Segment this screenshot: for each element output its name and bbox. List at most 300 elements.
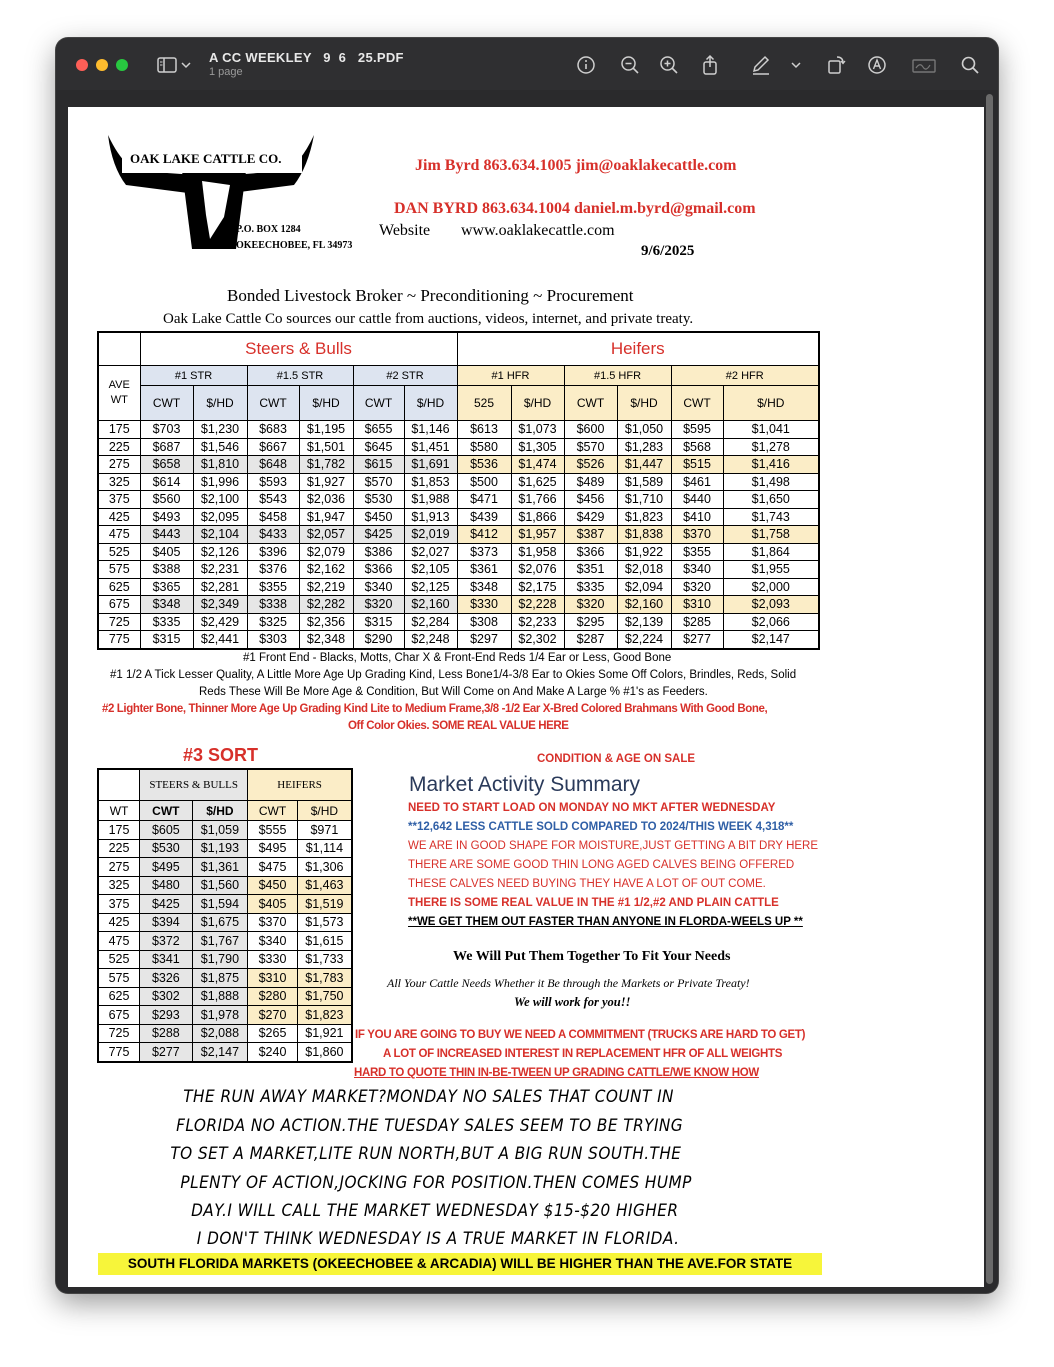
title-bar bbox=[56, 38, 998, 90]
price-cell: $614 bbox=[140, 473, 193, 491]
price-cell: $2,224 bbox=[617, 631, 671, 649]
price-cell: $2,104 bbox=[193, 526, 247, 544]
market-line-2: **12,642 LESS CATTLE SOLD COMPARED TO 2024/THIS WEEK 4,318** bbox=[408, 821, 794, 833]
price-cell: $320 bbox=[671, 578, 723, 596]
price-cell: $495 bbox=[248, 839, 298, 858]
price-cell: $1,823 bbox=[297, 1006, 352, 1025]
weight-cell: 475 bbox=[98, 526, 140, 544]
document-title: A CC WEEKLEY 9 6 25.PDF bbox=[209, 50, 404, 65]
weight-cell: 725 bbox=[98, 613, 140, 631]
price-cell: $394 bbox=[140, 913, 193, 932]
price-cell: $1,691 bbox=[404, 456, 457, 474]
price-cell: $450 bbox=[248, 876, 298, 895]
price-cell: $2,057 bbox=[299, 526, 353, 544]
price-cell: $310 bbox=[671, 596, 723, 614]
zoom-out-icon[interactable] bbox=[619, 54, 641, 76]
company-logo bbox=[104, 127, 319, 257]
weight-cell: 525 bbox=[98, 950, 140, 969]
subheader-row bbox=[98, 386, 819, 421]
price-cell: $1,947 bbox=[299, 508, 353, 526]
sort3-title: #3 SORT bbox=[183, 745, 259, 765]
price-cell: $655 bbox=[353, 421, 404, 439]
column-header: CWT bbox=[671, 386, 723, 421]
price-cell: $1,546 bbox=[193, 438, 247, 456]
price-cell: $1,743 bbox=[723, 508, 819, 526]
price-cell: $340 bbox=[353, 578, 404, 596]
price-cell: $2,160 bbox=[617, 596, 671, 614]
price-cell: $1,921 bbox=[297, 1024, 352, 1043]
price-cell: $500 bbox=[457, 473, 511, 491]
price-cell: $593 bbox=[247, 473, 299, 491]
price-cell: $1,501 bbox=[299, 438, 353, 456]
price-cell: $1,927 bbox=[299, 473, 353, 491]
price-cell: $443 bbox=[140, 526, 193, 544]
price-cell: $2,219 bbox=[299, 578, 353, 596]
price-cell: $338 bbox=[247, 596, 299, 614]
price-cell: $373 bbox=[457, 543, 511, 561]
price-cell: $341 bbox=[140, 950, 193, 969]
market-line-3: WE ARE IN GOOD SHAPE FOR MOISTURE,JUST GETTING A BIT DRY HERE bbox=[408, 840, 819, 852]
sort3-heifers-header: HEIFERS bbox=[248, 769, 352, 801]
price-cell: $2,160 bbox=[404, 596, 457, 614]
column-header: $/HD bbox=[192, 801, 248, 821]
price-cell: $240 bbox=[248, 1043, 298, 1062]
needs-statement: All Your Cattle Needs Whether it Be through the Markets or Private Treaty! bbox=[387, 976, 750, 990]
price-cell: $613 bbox=[457, 421, 511, 439]
commentary-line-4: PLENTY OF ACTION,JOCKING FOR POSITION.THEN COMES HUMP bbox=[180, 1173, 692, 1193]
price-cell: $280 bbox=[248, 987, 298, 1006]
price-cell: $425 bbox=[353, 526, 404, 544]
weight-cell: 625 bbox=[98, 987, 140, 1006]
price-cell: $1,447 bbox=[617, 456, 671, 474]
grade-note-3: Reds These Will Be More Age & Condition, But Will Come on And Make A Large % #1's as Feeders. bbox=[199, 686, 708, 698]
weight-cell: 575 bbox=[98, 969, 140, 988]
close-button[interactable] bbox=[76, 59, 88, 71]
price-cell: $348 bbox=[457, 578, 511, 596]
main-price-table bbox=[97, 331, 820, 650]
table-row bbox=[98, 631, 819, 649]
table-row bbox=[98, 858, 352, 877]
price-cell: $471 bbox=[457, 491, 511, 509]
price-cell: $475 bbox=[248, 858, 298, 877]
price-cell: $1,498 bbox=[723, 473, 819, 491]
price-cell: $1,838 bbox=[617, 526, 671, 544]
price-cell: $1,866 bbox=[511, 508, 564, 526]
price-cell: $439 bbox=[457, 508, 511, 526]
price-cell: $387 bbox=[564, 526, 617, 544]
table-row bbox=[98, 438, 819, 456]
column-header: $/HD bbox=[723, 386, 819, 421]
price-cell: $325 bbox=[247, 613, 299, 631]
price-cell: $456 bbox=[564, 491, 617, 509]
markup-pen-icon[interactable] bbox=[750, 54, 772, 76]
grade-note-1: #1 Front End - Blacks, Motts, Char X & Front-End Reds 1/4 Ear or Less, Good Bone bbox=[243, 652, 672, 664]
price-cell: $330 bbox=[248, 950, 298, 969]
table-row bbox=[98, 876, 352, 895]
price-cell: $530 bbox=[140, 839, 193, 858]
po-box: P.O. BOX 1284 bbox=[236, 224, 301, 235]
weight-cell: 275 bbox=[98, 456, 140, 474]
contact-dan: DAN BYRD 863.634.1004 daniel.m.byrd@gmail.com bbox=[394, 200, 756, 217]
sort3-table-body bbox=[98, 821, 352, 1062]
price-cell: $515 bbox=[671, 456, 723, 474]
table-row bbox=[98, 895, 352, 914]
price-cell: $340 bbox=[248, 932, 298, 951]
price-cell: $315 bbox=[140, 631, 193, 649]
market-summary-title: Market Activity Summary bbox=[409, 773, 641, 796]
group-header: #1.5 STR bbox=[247, 366, 353, 386]
price-cell: $1,283 bbox=[617, 438, 671, 456]
column-header: 525 bbox=[457, 386, 511, 421]
price-cell: $2,076 bbox=[511, 561, 564, 579]
price-cell: $372 bbox=[140, 932, 193, 951]
price-cell: $315 bbox=[353, 613, 404, 631]
price-cell: $1,958 bbox=[511, 543, 564, 561]
price-cell: $288 bbox=[140, 1024, 193, 1043]
price-cell: $1,625 bbox=[511, 473, 564, 491]
price-cell: $2,093 bbox=[723, 596, 819, 614]
heifers-header: Heifers bbox=[457, 332, 819, 366]
price-cell: $2,105 bbox=[404, 561, 457, 579]
price-cell: $355 bbox=[671, 543, 723, 561]
company-name: OAK LAKE CATTLE CO. bbox=[130, 151, 282, 166]
weight-cell: 675 bbox=[98, 596, 140, 614]
table-row bbox=[98, 1006, 352, 1025]
table-row bbox=[98, 543, 819, 561]
price-cell: $366 bbox=[353, 561, 404, 579]
column-header: CWT bbox=[248, 801, 298, 821]
table-row bbox=[98, 491, 819, 509]
commentary-line-1: THE RUN AWAY MARKET?MONDAY NO SALES THAT COUNT IN bbox=[183, 1087, 674, 1107]
price-cell: $971 bbox=[297, 821, 352, 840]
weight-cell: 775 bbox=[98, 1043, 140, 1062]
price-cell: $645 bbox=[353, 438, 404, 456]
price-cell: $2,079 bbox=[299, 543, 353, 561]
price-cell: $1,913 bbox=[404, 508, 457, 526]
weight-cell: 625 bbox=[98, 578, 140, 596]
price-cell: $405 bbox=[248, 895, 298, 914]
price-cell: $2,162 bbox=[299, 561, 353, 579]
ave-label: AVE bbox=[108, 379, 130, 391]
table-row bbox=[98, 561, 819, 579]
weight-cell: 175 bbox=[98, 421, 140, 439]
price-cell: $310 bbox=[248, 969, 298, 988]
main-table-body bbox=[98, 421, 819, 649]
weight-cell: 525 bbox=[98, 543, 140, 561]
price-cell: $433 bbox=[247, 526, 299, 544]
group-header: #1 HFR bbox=[457, 366, 564, 386]
price-cell: $1,305 bbox=[511, 438, 564, 456]
chevron-down-icon[interactable] bbox=[180, 54, 192, 76]
column-header: CWT bbox=[140, 801, 193, 821]
price-cell: $667 bbox=[247, 438, 299, 456]
market-line-6: THERE IS SOME REAL VALUE IN THE #1 1/2,#2 AND PLAIN CATTLE bbox=[408, 897, 779, 909]
corner-cell bbox=[98, 332, 140, 366]
weight-cell: 325 bbox=[98, 473, 140, 491]
price-cell: $1,306 bbox=[297, 858, 352, 877]
price-cell: $2,094 bbox=[617, 578, 671, 596]
weight-cell: 225 bbox=[98, 839, 140, 858]
price-cell: $396 bbox=[247, 543, 299, 561]
price-cell: $543 bbox=[247, 491, 299, 509]
table-row bbox=[98, 1024, 352, 1043]
table-row bbox=[98, 987, 352, 1006]
document-viewer[interactable] bbox=[56, 90, 998, 1293]
contact-jim: Jim Byrd 863.634.1005 jim@oaklakecattle.com bbox=[415, 157, 737, 174]
price-cell: $1,073 bbox=[511, 421, 564, 439]
column-header: $/HD bbox=[193, 386, 247, 421]
price-cell: $580 bbox=[457, 438, 511, 456]
price-cell: $1,790 bbox=[192, 950, 248, 969]
price-cell: $1,783 bbox=[297, 969, 352, 988]
column-header: $/HD bbox=[299, 386, 353, 421]
price-cell: $361 bbox=[457, 561, 511, 579]
sidebar-icon[interactable] bbox=[156, 54, 178, 76]
share-icon[interactable] bbox=[699, 54, 721, 76]
price-cell: $1,278 bbox=[723, 438, 819, 456]
price-cell: $285 bbox=[671, 613, 723, 631]
weight-cell: 575 bbox=[98, 561, 140, 579]
price-cell: $1,955 bbox=[723, 561, 819, 579]
price-cell: $335 bbox=[564, 578, 617, 596]
website-label: Website bbox=[379, 222, 431, 239]
minimize-button[interactable] bbox=[96, 59, 108, 71]
price-cell: $351 bbox=[564, 561, 617, 579]
table-row bbox=[98, 913, 352, 932]
price-cell: $303 bbox=[247, 631, 299, 649]
table-row bbox=[98, 950, 352, 969]
grade-note-5: Off Color Okies. SOME REAL VALUE HERE bbox=[348, 720, 569, 732]
weight-cell: 425 bbox=[98, 508, 140, 526]
document-subtitle: 1 page bbox=[209, 66, 243, 78]
price-cell: $1,922 bbox=[617, 543, 671, 561]
price-cell: $2,248 bbox=[404, 631, 457, 649]
commitment-note: IF YOU ARE GOING TO BUY WE NEED A COMMITMENT (TRUCKS ARE HARD TO GET) bbox=[355, 1029, 806, 1041]
price-cell: $2,019 bbox=[404, 526, 457, 544]
group-header: #1.5 HFR bbox=[564, 366, 671, 386]
price-cell: $615 bbox=[353, 456, 404, 474]
price-cell: $1,114 bbox=[297, 839, 352, 858]
price-cell: $290 bbox=[353, 631, 404, 649]
grade-note-2: #1 1/2 A Tick Lesser Quality, A Little More Age Up Grading Kind, Less Bone1/4-3/8 Ear to Okies Some Off Colors, Brindles, Reds, Solid bbox=[110, 669, 797, 681]
price-cell: $388 bbox=[140, 561, 193, 579]
market-line-7: **WE GET THEM OUT FASTER THAN ANYONE IN FLORDA-WEELS UP ** bbox=[408, 916, 803, 928]
price-cell: $1,560 bbox=[192, 876, 248, 895]
price-cell: $295 bbox=[564, 613, 617, 631]
weight-cell: 375 bbox=[98, 895, 140, 914]
price-cell: $287 bbox=[564, 631, 617, 649]
market-line-1: NEED TO START LOAD ON MONDAY NO MKT AFTER WEDNESDAY bbox=[408, 802, 776, 814]
column-header: $/HD bbox=[404, 386, 457, 421]
price-cell: $1,810 bbox=[193, 456, 247, 474]
weight-cell: 475 bbox=[98, 932, 140, 951]
price-cell: $1,860 bbox=[297, 1043, 352, 1062]
website-url[interactable]: www.oaklakecattle.com bbox=[461, 222, 615, 239]
quote-note: HARD TO QUOTE THIN IN-BE-TWEEN UP GRADING CATTLE/WE KNOW HOW bbox=[354, 1067, 759, 1079]
price-cell: $2,281 bbox=[193, 578, 247, 596]
price-cell: $412 bbox=[457, 526, 511, 544]
zoom-button[interactable] bbox=[116, 59, 128, 71]
commentary-line-2: FLORIDA NO ACTION.THE TUESDAY SALES SEEM TO BE TRYING bbox=[176, 1116, 684, 1136]
table-row bbox=[98, 932, 352, 951]
price-cell: $570 bbox=[353, 473, 404, 491]
tagline: Bonded Livestock Broker ~ Preconditioning ~ Procurement bbox=[227, 286, 634, 305]
price-cell: $536 bbox=[457, 456, 511, 474]
table-row bbox=[98, 821, 352, 840]
steers-header: Steers & Bulls bbox=[140, 332, 457, 366]
price-cell: $1,615 bbox=[297, 932, 352, 951]
zoom-in-icon[interactable] bbox=[658, 54, 680, 76]
report-date: 9/6/2025 bbox=[641, 243, 695, 259]
weight-cell: 725 bbox=[98, 1024, 140, 1043]
table-row bbox=[98, 508, 819, 526]
price-cell: $410 bbox=[671, 508, 723, 526]
price-cell: $1,888 bbox=[192, 987, 248, 1006]
price-cell: $1,650 bbox=[723, 491, 819, 509]
price-cell: $302 bbox=[140, 987, 193, 1006]
price-cell: $530 bbox=[353, 491, 404, 509]
column-header: $/HD bbox=[617, 386, 671, 421]
commentary-line-5: DAY.I WILL CALL THE MARKET WEDNESDAY $15-$20 HIGHER bbox=[191, 1201, 679, 1221]
annotate-icon[interactable] bbox=[866, 54, 888, 76]
table-row bbox=[98, 613, 819, 631]
grade-note-4: #2 Lighter Bone, Thinner More Age Up Grading Kind Lite to Medium Frame,3/8 -1/2 Ear X-Bred Colored Brahmans With Good Bone, bbox=[102, 703, 768, 715]
price-cell: $1,957 bbox=[511, 526, 564, 544]
column-header: CWT bbox=[247, 386, 299, 421]
price-cell: $1,710 bbox=[617, 491, 671, 509]
market-line-4: THERE ARE SOME GOOD THIN LONG AGED CALVES BEING OFFERED bbox=[408, 859, 795, 871]
price-cell: $370 bbox=[671, 526, 723, 544]
price-cell: $489 bbox=[564, 473, 617, 491]
price-cell: $2,233 bbox=[511, 613, 564, 631]
price-cell: $330 bbox=[457, 596, 511, 614]
chevron-down-icon[interactable] bbox=[790, 54, 802, 76]
price-cell: $366 bbox=[564, 543, 617, 561]
column-header: CWT bbox=[353, 386, 404, 421]
price-cell: $425 bbox=[140, 895, 193, 914]
price-cell: $2,231 bbox=[193, 561, 247, 579]
price-cell: $495 bbox=[140, 858, 193, 877]
price-cell: $1,463 bbox=[297, 876, 352, 895]
price-cell: $1,875 bbox=[192, 969, 248, 988]
price-cell: $297 bbox=[457, 631, 511, 649]
price-cell: $1,733 bbox=[297, 950, 352, 969]
price-cell: $376 bbox=[247, 561, 299, 579]
sort3-steers-header: STEERS & BULLS bbox=[140, 769, 248, 801]
price-cell: $1,594 bbox=[192, 895, 248, 914]
price-cell: $2,100 bbox=[193, 491, 247, 509]
price-cell: $1,573 bbox=[297, 913, 352, 932]
price-cell: $1,864 bbox=[723, 543, 819, 561]
price-cell: $703 bbox=[140, 421, 193, 439]
price-cell: $348 bbox=[140, 596, 193, 614]
price-cell: $480 bbox=[140, 876, 193, 895]
weight-cell: 775 bbox=[98, 631, 140, 649]
table-row bbox=[98, 526, 819, 544]
city-address: OKEECHOBEE, FL 34973 bbox=[236, 240, 353, 251]
price-cell: $1,195 bbox=[299, 421, 353, 439]
weight-cell: 375 bbox=[98, 491, 140, 509]
price-cell: $320 bbox=[564, 596, 617, 614]
price-cell: $461 bbox=[671, 473, 723, 491]
table-row bbox=[98, 473, 819, 491]
wt-label: WT bbox=[110, 394, 128, 406]
price-cell: $1,750 bbox=[297, 987, 352, 1006]
price-cell: $277 bbox=[140, 1043, 193, 1062]
price-cell: $1,823 bbox=[617, 508, 671, 526]
price-cell: $2,228 bbox=[511, 596, 564, 614]
price-cell: $560 bbox=[140, 491, 193, 509]
info-icon[interactable] bbox=[575, 54, 597, 76]
price-cell: $1,059 bbox=[192, 821, 248, 840]
price-cell: $2,095 bbox=[193, 508, 247, 526]
weight-cell: 675 bbox=[98, 1006, 140, 1025]
price-cell: $1,766 bbox=[511, 491, 564, 509]
weight-cell: 325 bbox=[98, 876, 140, 895]
table-row bbox=[98, 596, 819, 614]
price-cell: $308 bbox=[457, 613, 511, 631]
price-cell: $1,853 bbox=[404, 473, 457, 491]
weight-cell: 275 bbox=[98, 858, 140, 877]
price-cell: $270 bbox=[248, 1006, 298, 1025]
price-cell: $1,193 bbox=[192, 839, 248, 858]
price-cell: $277 bbox=[671, 631, 723, 649]
table-row bbox=[98, 578, 819, 596]
sources-statement: Oak Lake Cattle Co sources our cattle from auctions, videos, internet, and private treaty. bbox=[163, 311, 694, 327]
price-cell: $2,175 bbox=[511, 578, 564, 596]
column-header: $/HD bbox=[511, 386, 564, 421]
rotate-icon[interactable] bbox=[825, 54, 847, 76]
price-cell: $340 bbox=[671, 561, 723, 579]
price-cell: $405 bbox=[140, 543, 193, 561]
price-cell: $568 bbox=[671, 438, 723, 456]
price-cell: $1,782 bbox=[299, 456, 353, 474]
price-cell: $1,041 bbox=[723, 421, 819, 439]
market-line-5: THESE CALVES NEED BUYING THEY HAVE A LOT OF OUT COME. bbox=[408, 878, 766, 890]
price-cell: $605 bbox=[140, 821, 193, 840]
signature-icon[interactable] bbox=[911, 54, 937, 76]
price-cell: $2,349 bbox=[193, 596, 247, 614]
price-cell: $326 bbox=[140, 969, 193, 988]
wt-header: WT bbox=[98, 801, 140, 821]
price-cell: $335 bbox=[140, 613, 193, 631]
price-cell: $1,978 bbox=[192, 1006, 248, 1025]
price-cell: $1,230 bbox=[193, 421, 247, 439]
table-row bbox=[98, 1043, 352, 1062]
price-cell: $683 bbox=[247, 421, 299, 439]
highlight-banner: SOUTH FLORIDA MARKETS (OKEECHOBEE & ARCADIA) WILL BE HIGHER THAN THE AVE.FOR STATE bbox=[98, 1253, 822, 1275]
price-cell: $493 bbox=[140, 508, 193, 526]
price-cell: $2,348 bbox=[299, 631, 353, 649]
price-cell: $600 bbox=[564, 421, 617, 439]
corner-cell bbox=[98, 769, 140, 801]
price-cell: $355 bbox=[247, 578, 299, 596]
search-icon[interactable] bbox=[959, 54, 981, 76]
price-cell: $293 bbox=[140, 1006, 193, 1025]
price-cell: $429 bbox=[564, 508, 617, 526]
vertical-scrollbar[interactable] bbox=[986, 94, 993, 1284]
price-cell: $658 bbox=[140, 456, 193, 474]
price-cell: $595 bbox=[671, 421, 723, 439]
price-cell: $2,126 bbox=[193, 543, 247, 561]
price-cell: $1,758 bbox=[723, 526, 819, 544]
price-cell: $2,018 bbox=[617, 561, 671, 579]
together-statement: We Will Put Them Together To Fit Your Needs bbox=[453, 949, 731, 964]
price-cell: $458 bbox=[247, 508, 299, 526]
price-cell: $450 bbox=[353, 508, 404, 526]
price-cell: $1,451 bbox=[404, 438, 457, 456]
price-cell: $1,996 bbox=[193, 473, 247, 491]
